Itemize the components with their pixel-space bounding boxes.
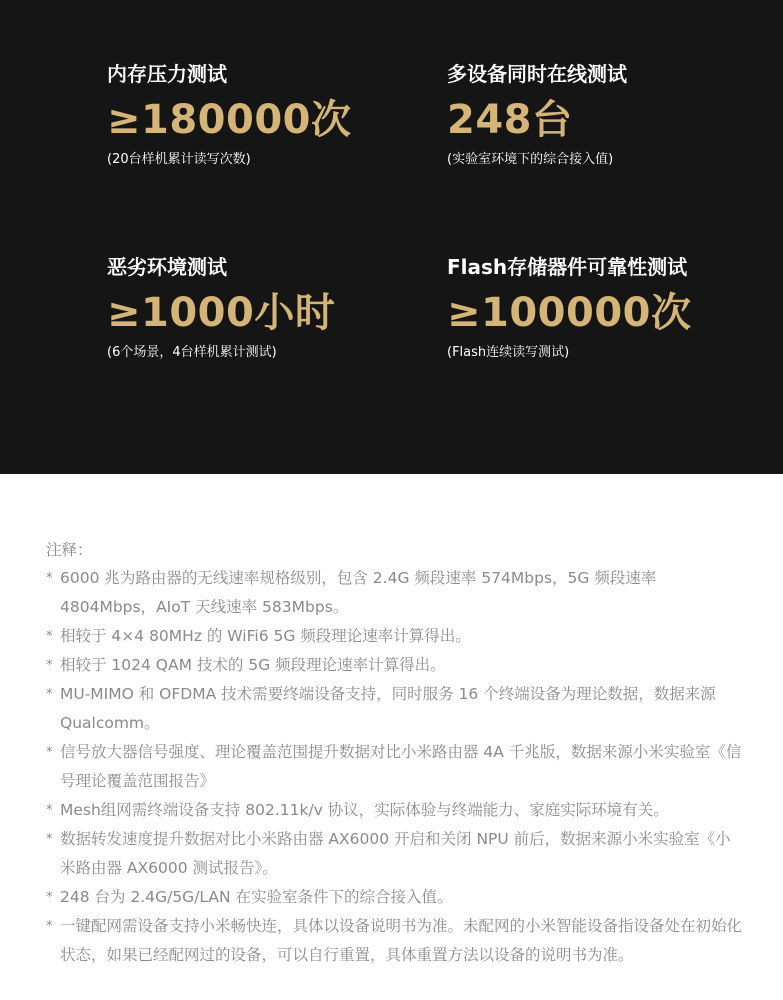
asterisk-icon: * [46, 745, 53, 760]
footnote-item [46, 883, 746, 912]
footnotes [46, 536, 746, 970]
stat-flash-reliability [447, 254, 692, 362]
stat-value: ≥180000次 [107, 97, 352, 143]
footnote-item [46, 680, 746, 738]
footnote-item [46, 796, 746, 825]
footnote-item [46, 564, 746, 622]
asterisk-icon: * [46, 919, 53, 934]
footnote-text: 相较于 1024 QAM 技术的 5G 频段理论速率计算得出。 [60, 656, 446, 674]
footnote-text: 一键配网需设备支持小米畅快连，具体以设备说明书为准。未配网的小米智能设备指设备处在初始化状态，如果已经配网过的设备，可以自行重置，具体重置方法以设备的说明书为准。 [60, 917, 743, 964]
stat-note: (实验室环境下的综合接入值) [447, 152, 614, 167]
stat-memory-stress [107, 61, 352, 169]
footnote-item [46, 622, 746, 651]
asterisk-icon: * [46, 629, 53, 644]
footnote-item [46, 825, 746, 883]
footnote-item [46, 738, 746, 796]
stat-label: 多设备同时在线测试 [447, 62, 627, 86]
footnote-text: 相较于 4×4 80MHz 的 WiFi6 5G 频段理论速率计算得出。 [60, 627, 471, 645]
footnotes-title: 注释： [46, 541, 93, 559]
footnote-text: 数据转发速度提升数据对比小米路由器 AX6000 开启和关闭 NPU 前后，数据来源小米实验室《小米路由器 AX6000 测试报告》。 [60, 830, 731, 877]
footnote-item [46, 651, 746, 680]
asterisk-icon: * [46, 687, 53, 702]
asterisk-icon: * [46, 658, 53, 673]
asterisk-icon: * [46, 803, 53, 818]
test-results-panel [0, 0, 783, 474]
stat-label: 恶劣环境测试 [107, 255, 227, 279]
stat-note: (6个场景，4台样机累计测试) [107, 345, 277, 360]
stat-value: 248台 [447, 97, 573, 143]
stat-note: (Flash连续读写测试) [447, 345, 570, 360]
footnote-item [46, 912, 746, 970]
footnote-text: 6000 兆为路由器的无线速率规格级别，包含 2.4G 频段速率 574Mbps，5G 频段速率 4804Mbps，AIoT 天线速率 583Mbps。 [60, 569, 657, 616]
stat-label: 内存压力测试 [107, 62, 227, 86]
stat-label: Flash存储器件可靠性测试 [447, 255, 688, 279]
footnote-text: 信号放大器信号强度、理论覆盖范围提升数据对比小米路由器 4A 千兆版，数据来源小米实验室《信号理论覆盖范围报告》 [60, 743, 742, 790]
asterisk-icon: * [46, 832, 53, 847]
asterisk-icon: * [46, 571, 53, 586]
stat-harsh-environment [107, 254, 335, 362]
footnote-text: MU-MIMO 和 OFDMA 技术需要终端设备支持，同时服务 16 个终端设备为理论数据，数据来源 Qualcomm。 [60, 685, 716, 732]
stat-value: ≥1000小时 [107, 290, 336, 336]
stat-note: (20台样机累计读写次数) [107, 152, 251, 167]
stat-multi-device-online [447, 61, 627, 169]
stat-value: ≥100000次 [447, 290, 692, 336]
footnote-text: Mesh组网需终端设备支持 802.11k/v 协议，实际体验与终端能力、家庭实际环境有关。 [60, 801, 669, 819]
asterisk-icon: * [46, 890, 53, 905]
footnote-text: 248 台为 2.4G/5G/LAN 在实验室条件下的综合接入值。 [60, 888, 453, 906]
